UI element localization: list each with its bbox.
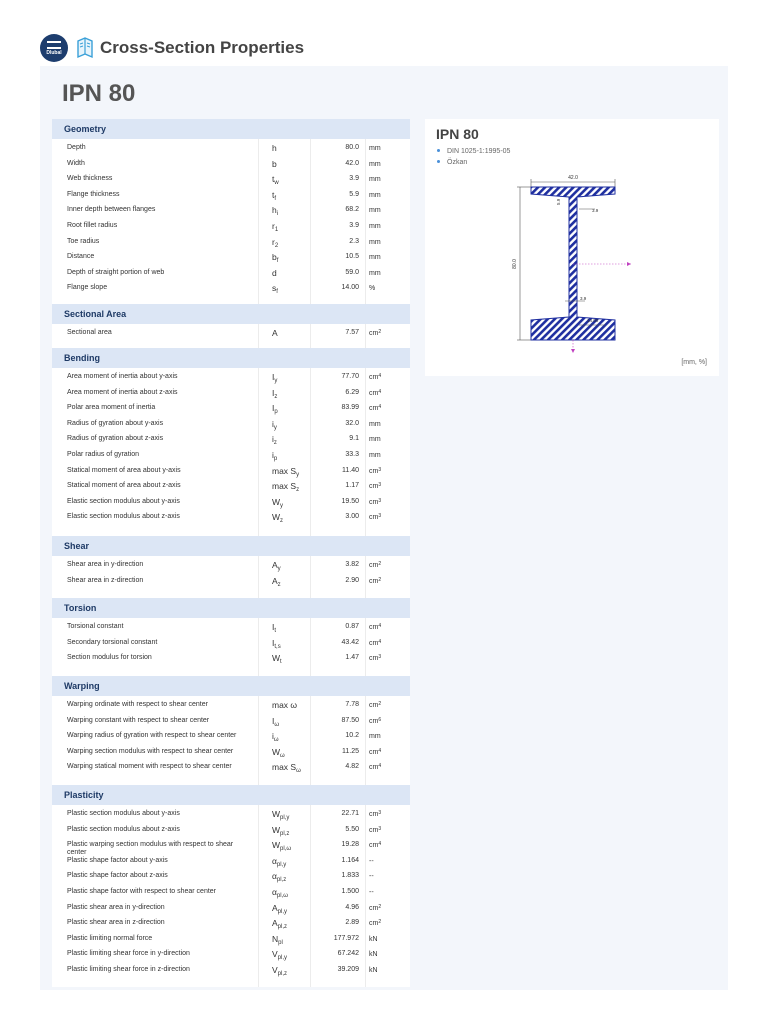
dim-web-thickness-label: 3.9	[580, 296, 587, 301]
property-name: Plastic shape factor about z-axis	[67, 872, 168, 880]
property-name: Plastic limiting normal force	[67, 934, 153, 942]
property-value: 10.2	[345, 732, 359, 740]
property-symbol: $I_z$	[272, 387, 278, 400]
property-value: 0.87	[345, 623, 359, 630]
property-value: 1.47	[345, 654, 359, 662]
property-symbol: $N_{pl}$	[272, 933, 283, 946]
z-axis-arrow-icon	[571, 349, 575, 353]
table-row	[52, 919, 410, 933]
property-symbol: $\alpha_{pl,z}$	[272, 871, 287, 884]
property-value: 77.70	[341, 373, 359, 380]
property-name: Statical moment of area about y-axis	[67, 466, 181, 474]
property-unit: $cm^6$	[369, 716, 382, 725]
dim-root-radius-label: 3.9	[592, 208, 599, 213]
property-name: Flange slope	[67, 284, 108, 292]
y-axis-arrow-icon	[627, 262, 631, 266]
property-value: 33.3	[345, 451, 359, 458]
property-name: Plastic shear area in z-direction	[67, 919, 165, 927]
property-symbol: b	[272, 158, 277, 169]
property-symbol: $r_2$	[272, 236, 279, 249]
property-unit: $cm^4$	[369, 404, 382, 413]
property-value: 5.9	[349, 190, 359, 198]
property-name: Polar area moment of inertia	[67, 404, 156, 412]
table-row	[52, 329, 410, 343]
property-value: 22.71	[341, 810, 359, 817]
table-row	[52, 717, 410, 731]
property-symbol: $I_y$	[272, 372, 278, 384]
property-unit: kN	[369, 935, 378, 943]
property-symbol: $W_{pl,y}$	[272, 809, 290, 821]
property-unit: $cm^3$	[369, 513, 382, 522]
property-name: Plastic shape factor with respect to shear center	[67, 888, 217, 895]
property-unit: $cm^4$	[369, 388, 382, 397]
property-value: 68.2	[345, 206, 359, 214]
property-symbol: $i_z$	[272, 434, 277, 447]
property-unit: $cm^4$	[369, 373, 382, 381]
table-row	[52, 373, 410, 387]
property-value: 5.50	[345, 825, 359, 833]
property-unit: --	[369, 857, 374, 865]
property-unit: $cm^2$	[369, 576, 382, 585]
dim-flange-thickness-label: 5.9	[556, 198, 561, 205]
property-unit: $cm^4$	[369, 623, 382, 631]
app-header	[40, 32, 304, 64]
property-name: Root fillet radius	[67, 222, 118, 229]
property-symbol: $W_t$	[272, 653, 282, 666]
table-row	[52, 701, 410, 715]
property-value: 2.90	[345, 576, 359, 584]
table-row	[52, 435, 410, 449]
card-list-item	[437, 148, 510, 155]
property-unit: mm	[369, 238, 381, 246]
property-symbol: $A_y$	[272, 560, 281, 572]
property-symbol: $i_y$	[272, 418, 277, 431]
property-symbol: $W_\omega$	[272, 746, 285, 759]
property-name: Statical moment of area about z-axis	[67, 482, 181, 490]
table-row	[52, 654, 410, 668]
page-title: IPN 80	[62, 80, 136, 107]
property-symbol: $I_t$	[272, 622, 277, 634]
property-symbol: $h_i$	[272, 205, 279, 218]
section-header-bending: Bending	[52, 348, 410, 368]
section-preview-card	[425, 119, 719, 376]
property-symbol: A	[272, 328, 278, 338]
property-unit: $cm^2$	[369, 903, 382, 912]
table-row	[52, 810, 410, 824]
dlubal-logo-icon	[40, 34, 68, 62]
table-row	[52, 826, 410, 840]
property-symbol: d	[272, 267, 277, 278]
property-unit: --	[369, 889, 374, 896]
property-name: Warping statical moment with respect to shear center	[67, 763, 232, 771]
property-name: Elastic section modulus about y-axis	[67, 497, 180, 505]
property-name: Plastic section modulus about y-axis	[67, 810, 180, 817]
property-name: Radius of gyration about y-axis	[67, 419, 164, 427]
property-symbol: $V_{pl,y}$	[272, 949, 288, 962]
table-row	[52, 935, 410, 949]
property-value: 80.0	[345, 144, 359, 151]
property-name: Section modulus for torsion	[67, 654, 152, 662]
table-row	[52, 451, 410, 465]
property-value: 87.50	[341, 716, 359, 724]
property-symbol: $\max S_y$	[272, 465, 300, 478]
property-name: Depth	[67, 144, 86, 151]
property-name: Flange thickness	[67, 190, 120, 198]
property-value: 59.0	[345, 268, 359, 276]
property-name: Distance	[67, 253, 95, 261]
property-unit: mm	[369, 420, 381, 428]
property-symbol: $A_{pl,y}$	[272, 902, 288, 915]
property-unit: mm	[369, 223, 381, 230]
property-value: 19.28	[341, 841, 359, 849]
property-symbol: $\alpha_{pl,\omega}$	[272, 887, 288, 899]
property-value: 1.833	[341, 872, 359, 880]
property-name: Warping constant with respect to shear center	[67, 716, 210, 724]
table-row	[52, 467, 410, 481]
property-value: 1.17	[345, 482, 359, 490]
book-icon	[75, 37, 95, 59]
properties-table	[52, 119, 410, 987]
standard-label: DIN 1025-1:1995-05	[447, 148, 511, 155]
property-value: 43.42	[341, 638, 359, 646]
property-symbol: $A_{pl,z}$	[272, 918, 288, 931]
table-row	[52, 498, 410, 512]
property-name: Elastic section modulus about z-axis	[67, 513, 180, 521]
app-title: Cross-Section Properties	[100, 38, 305, 57]
section-header-plasticity: Plasticity	[52, 785, 410, 805]
table-row	[52, 191, 410, 205]
property-unit: mm	[369, 207, 381, 215]
table-row	[52, 888, 410, 902]
section-header-shear: Shear	[52, 536, 410, 556]
property-value: 3.00	[345, 513, 359, 521]
property-symbol: $A_z$	[272, 575, 281, 588]
property-unit: mm	[369, 160, 381, 168]
units-note: [mm, %]	[681, 359, 707, 366]
table-row	[52, 160, 410, 174]
property-unit: $cm^3$	[369, 654, 382, 663]
table-row	[52, 748, 410, 762]
property-unit: $cm^4$	[369, 747, 382, 756]
property-value: 11.25	[342, 747, 359, 755]
property-name: Plastic shear area in y-direction	[67, 903, 165, 911]
property-value: 10.5	[345, 253, 359, 261]
property-symbol: $t_f$	[272, 189, 277, 202]
table-row	[52, 639, 410, 653]
property-value: 9.1	[349, 435, 359, 443]
property-name: Depth of straight portion of web	[67, 268, 165, 276]
property-value: 19.50	[341, 497, 359, 505]
property-value: 4.96	[345, 903, 359, 911]
property-value: 4.82	[345, 763, 359, 771]
property-unit: $cm^4$	[369, 763, 382, 772]
table-row	[52, 404, 410, 418]
property-unit: --	[369, 873, 374, 881]
property-unit: $cm^2$	[369, 701, 382, 709]
table-row	[52, 269, 410, 283]
table-row	[52, 966, 410, 980]
table-row	[52, 950, 410, 964]
property-unit: mm	[369, 733, 381, 741]
property-symbol: $s_f$	[272, 283, 278, 296]
section-header-sectional-area: Sectional Area	[52, 304, 410, 324]
bullet-icon	[437, 149, 440, 152]
dim-height-label: 80.0	[512, 259, 518, 269]
property-name: Torsional constant	[67, 623, 124, 630]
property-symbol: $W_y$	[272, 496, 284, 509]
author-label: Özkan	[447, 159, 468, 166]
property-value: 39.209	[337, 966, 359, 973]
property-name: Secondary torsional constant	[67, 638, 158, 646]
section-header-torsion: Torsion	[52, 598, 410, 618]
property-symbol: $V_{pl,z}$	[272, 965, 288, 977]
property-symbol: max ω	[272, 700, 298, 710]
table-row	[52, 577, 410, 591]
property-name: Radius of gyration about z-axis	[67, 435, 164, 443]
property-name: Area moment of inertia about z-axis	[67, 388, 178, 396]
property-symbol: $r_1$	[272, 221, 279, 233]
property-unit: $cm^3$	[369, 810, 382, 818]
property-symbol: $i_\omega$	[272, 731, 279, 744]
property-name: Plastic section modulus about z-axis	[67, 825, 180, 833]
property-value: 3.9	[349, 222, 359, 229]
bullet-icon	[437, 160, 440, 163]
property-unit: $cm^4$	[369, 638, 382, 647]
property-name: Inner depth between flanges	[67, 206, 156, 214]
table-row	[52, 420, 410, 434]
property-unit: mm	[369, 452, 381, 459]
property-unit: $cm^3$	[369, 482, 382, 491]
property-symbol: $b_f$	[272, 252, 279, 265]
property-unit: mm	[369, 176, 381, 184]
table-row	[52, 732, 410, 746]
logo-text: Dlubal	[46, 49, 62, 56]
property-value: 1.500	[341, 888, 359, 895]
property-unit: $cm^3$	[369, 466, 382, 475]
table-row	[52, 175, 410, 189]
property-value: 67.242	[337, 950, 359, 958]
property-name: Sectional area	[67, 329, 112, 336]
property-value: 3.9	[349, 175, 359, 183]
property-symbol: h	[272, 143, 277, 153]
table-row	[52, 482, 410, 496]
property-unit: $cm^2$	[369, 561, 382, 569]
table-row	[52, 841, 410, 855]
property-name: Toe radius	[67, 237, 100, 245]
property-value: 42.0	[345, 159, 359, 167]
table-row	[52, 144, 410, 158]
property-value: 2.89	[345, 919, 359, 927]
table-row	[52, 857, 410, 871]
property-unit: kN	[369, 951, 378, 959]
table-row	[52, 389, 410, 403]
property-name: Width	[67, 159, 85, 167]
property-symbol: $W_{pl,z}$	[272, 824, 290, 837]
property-value: 2.3	[349, 237, 359, 245]
property-unit: mm	[369, 269, 381, 277]
property-symbol: $t_w$	[272, 174, 279, 187]
dim-width-label: 42.0	[568, 175, 578, 181]
table-row	[52, 623, 410, 637]
property-unit: mm	[369, 145, 381, 152]
property-symbol: $\max S_z$	[272, 481, 300, 494]
property-value: 11.40	[342, 466, 359, 474]
property-name: Warping section modulus with respect to shear center	[67, 747, 234, 755]
property-unit: $cm^2$	[369, 919, 382, 928]
property-unit: kN	[369, 967, 378, 974]
property-name: Plastic warping section modulus with respect to shear center	[67, 841, 234, 857]
property-value: 7.57	[345, 329, 359, 336]
table-row	[52, 253, 410, 267]
property-symbol: $W_z$	[272, 512, 284, 525]
table-row	[52, 238, 410, 252]
property-unit: mm	[369, 254, 381, 262]
property-symbol: $W_{pl,\omega}$	[272, 840, 292, 853]
card-title: IPN 80	[436, 126, 479, 142]
table-row	[52, 206, 410, 220]
property-value: 3.82	[345, 561, 359, 568]
dim-flange-slope-label: 14.00	[587, 318, 599, 323]
section-drawing	[505, 169, 655, 359]
table-row	[52, 872, 410, 886]
property-symbol: $I_\omega$	[272, 715, 280, 728]
property-value: 32.0	[345, 419, 359, 427]
table-row	[52, 763, 410, 777]
property-unit: $cm^2$	[369, 329, 382, 337]
property-value: 1.164	[341, 856, 359, 864]
property-unit: $cm^4$	[369, 841, 382, 850]
property-name: Plastic limiting shear force in z-direction	[67, 966, 190, 973]
section-header-geometry: Geometry	[52, 119, 410, 139]
property-unit: mm	[369, 191, 381, 199]
property-name: Polar radius of gyration	[67, 451, 139, 458]
section-header-warping: Warping	[52, 676, 410, 696]
property-name: Shear area in z-direction	[67, 576, 144, 584]
property-unit: %	[369, 285, 376, 293]
table-row	[52, 284, 410, 298]
property-symbol: $I_{t,s}$	[272, 637, 281, 650]
property-value: 6.29	[345, 388, 359, 396]
property-unit: $cm^3$	[369, 497, 382, 506]
property-name: Warping radius of gyration with respect to shear center	[67, 732, 237, 740]
property-name: Area moment of inertia about y-axis	[67, 373, 178, 380]
property-symbol: $\max S_\omega$	[272, 762, 301, 775]
table-row	[52, 561, 410, 575]
property-name: Shear area in y-direction	[67, 561, 144, 568]
ipn-beam-shape	[531, 187, 615, 340]
table-row	[52, 222, 410, 236]
property-name: Plastic limiting shear force in y-direction	[67, 950, 190, 958]
table-row	[52, 904, 410, 918]
property-value: 83.99	[341, 404, 359, 412]
property-symbol: $\alpha_{pl,y}$	[272, 855, 287, 868]
property-symbol: $i_p$	[272, 450, 278, 462]
property-name: Warping ordinate with respect to shear center	[67, 701, 208, 708]
property-value: 7.78	[345, 701, 359, 708]
table-row	[52, 513, 410, 527]
property-name: Plastic shape factor about y-axis	[67, 856, 168, 864]
property-value: 177.972	[333, 934, 359, 942]
property-unit: $cm^3$	[369, 825, 382, 834]
card-list-item	[437, 159, 467, 166]
property-value: 14.00	[341, 284, 359, 292]
property-name: Web thickness	[67, 175, 113, 183]
property-symbol: $I_p$	[272, 403, 278, 416]
property-unit: mm	[369, 436, 381, 444]
